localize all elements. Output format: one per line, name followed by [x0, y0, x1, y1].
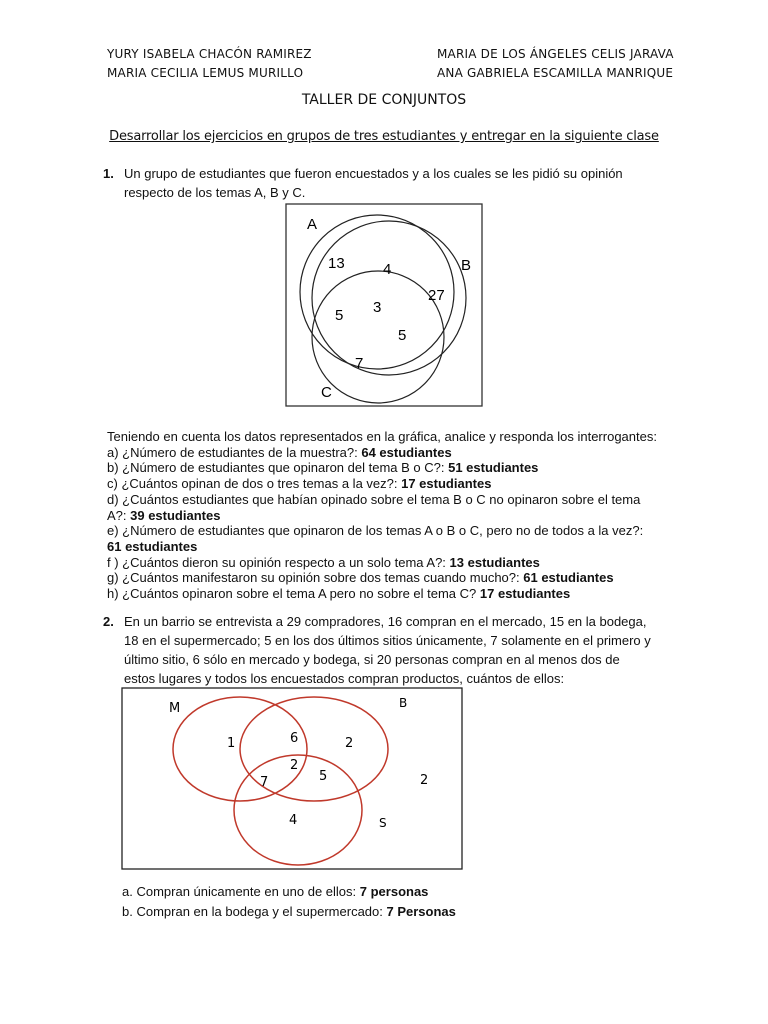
region-ab: 4	[383, 261, 392, 278]
question-e-answer	[107, 539, 657, 555]
region-abc: 3	[373, 299, 382, 316]
answer: 64 estudiantes	[361, 444, 452, 460]
region-a-only: 13	[328, 255, 345, 272]
question-b: b) ¿Número de estudiantes que opinaron del tema B o C?: 51 estudiantes	[107, 460, 539, 476]
exercise-2-answers	[122, 882, 456, 922]
region-c-only: 7	[355, 355, 364, 372]
region-ac: 5	[335, 307, 344, 324]
region-bs: 5	[319, 769, 328, 784]
exercise-1-statement	[124, 164, 664, 202]
statement-line: 18 en el supermercado; 5 en los dos últimos sitios únicamente, 7 solamente en el primero y	[124, 633, 651, 648]
set-label-b: B	[399, 696, 408, 710]
author-name: MARIA DE LOS ÁNGELES CELIS JARAVA	[437, 47, 674, 61]
region-bc: 5	[398, 327, 407, 344]
question-d: d) ¿Cuántos estudiantes que habían opinado sobre el tema B o C no opinaron sobre el tema	[107, 491, 641, 507]
question-h: h) ¿Cuántos opinaron sobre el tema A pero no sobre el tema C? 17 estudiantes	[107, 586, 571, 602]
set-label-c: C	[321, 384, 332, 401]
answer: 17 estudiantes	[479, 586, 571, 602]
region-outside: 2	[420, 773, 429, 788]
question-f: f ) ¿Cuántos dieron su opinión respecto a un solo tema A?: 13 estudiantes	[107, 554, 540, 570]
exercise-1-number: 1.	[103, 166, 114, 181]
set-label-m: M	[169, 701, 181, 716]
statement-line: estos lugares y todos los encuestados compran productos, cuántos de ellos:	[124, 671, 565, 686]
answer-a: a. Compran únicamente en uno de ellos: 7 personas	[122, 884, 429, 899]
page-subtitle: Desarrollar los ejercicios en grupos de tres estudiantes y entregar en la siguiente clase	[109, 129, 659, 144]
answer: 7 personas	[359, 884, 429, 899]
answer: 61 estudiantes	[107, 538, 198, 554]
question-c: c) ¿Cuántos opinan de dos o tres temas a la vez?: 17 estudiantes	[107, 476, 492, 492]
statement-line: respecto de los temas A, B y C.	[124, 185, 306, 200]
region-mbs: 2	[290, 758, 299, 773]
question-e: e) ¿Número de estudiantes que opinaron de los temas A o B o C, pero no de todos a la vez?:	[107, 523, 644, 539]
region-b-only: 27	[428, 287, 445, 304]
authors-right	[437, 45, 674, 83]
questions-intro: Teniendo en cuenta los datos representados en la gráfica, analice y responda los interrogantes:	[107, 429, 657, 444]
region-s-only: 4	[289, 813, 298, 828]
page-title: TALLER DE CONJUNTOS	[301, 92, 467, 108]
region-m-only: 1	[227, 736, 236, 751]
statement-line: último sitio, 6 sólo en mercado y bodega, si 20 personas compran en al menos dos de	[124, 652, 620, 667]
authors-left	[107, 45, 312, 83]
venn-diagram-abc	[280, 200, 488, 410]
question-d-cont: A?: 39 estudiantes	[107, 507, 221, 523]
set-label-a: A	[307, 216, 318, 233]
set-label-b: B	[461, 257, 472, 274]
author-name: ANA GABRIELA ESCAMILLA MANRIQUE	[437, 66, 674, 80]
answer: 39 estudiantes	[130, 507, 221, 523]
venn-diagram-mbs	[120, 686, 465, 872]
question-g: g) ¿Cuántos manifestaron su opinión sobre dos temas cuando mucho?: 61 estudiantes	[107, 570, 614, 586]
answer-b: b. Compran en la bodega y el supermercado: 7 Personas	[122, 904, 456, 919]
author-name: MARIA CECILIA LEMUS MURILLO	[107, 66, 304, 80]
answer: 7 Personas	[386, 904, 456, 919]
question-a: a) ¿Número de estudiantes de la muestra?: 64 estudiantes	[107, 444, 452, 460]
region-b-only: 2	[345, 736, 354, 751]
exercise-2-number: 2.	[103, 614, 114, 629]
answer: 61 estudiantes	[523, 570, 614, 586]
exercise-1-questions	[107, 429, 657, 602]
exercise-2-statement	[124, 612, 669, 688]
author-name: YURY ISABELA CHACÓN RAMIREZ	[107, 47, 312, 61]
statement-line: En un barrio se entrevista a 29 compradores, 16 compran en el mercado, 15 en la bodega,	[124, 614, 647, 629]
region-ms: 7	[260, 775, 269, 790]
region-mb: 6	[290, 731, 299, 746]
answer: 51 estudiantes	[448, 460, 539, 476]
answer: 13 estudiantes	[449, 554, 540, 570]
statement-line: Un grupo de estudiantes que fueron encuestados y a los cuales se les pidió su opinión	[124, 166, 623, 181]
set-label-s: S	[379, 816, 387, 830]
answer: 17 estudiantes	[401, 476, 492, 492]
